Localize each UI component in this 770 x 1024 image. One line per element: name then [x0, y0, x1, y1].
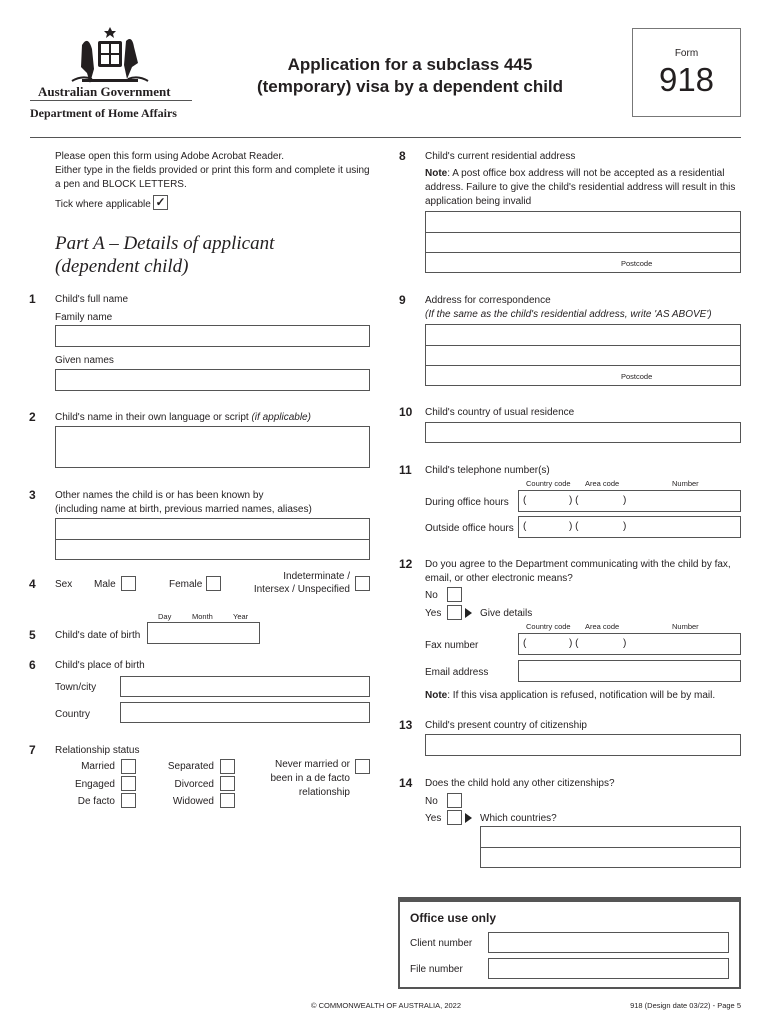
- never-married-label-3: relationship: [298, 787, 350, 798]
- q12-yes-label: Yes: [425, 608, 442, 619]
- sex-female-checkbox[interactable]: [206, 576, 221, 591]
- file-number-input[interactable]: [488, 958, 729, 979]
- q2-label-text: Child's name in their own language or script: [55, 412, 252, 423]
- widowed-checkbox[interactable]: [220, 793, 235, 808]
- example-tick-box: [153, 195, 168, 210]
- q14-yes-label: Yes: [425, 813, 442, 824]
- correspondence-postcode-label: Postcode: [621, 372, 653, 381]
- q2-label-italic: (if applicable): [251, 412, 311, 423]
- town-city-label: Town/city: [55, 682, 97, 693]
- office-hours-close-paren: ): [623, 495, 627, 506]
- correspondence-address-divider-2: [426, 365, 740, 366]
- q2-number: 2: [29, 410, 36, 424]
- town-city-input[interactable]: [120, 676, 370, 697]
- residential-address-divider-1: [426, 232, 740, 233]
- part-a-heading-line-1: Part A – Details of applicant: [55, 233, 275, 254]
- file-number-label: File number: [410, 964, 463, 975]
- divorced-label: Divorced: [174, 779, 214, 790]
- q11-area-code-header: Area code: [585, 479, 620, 488]
- q8-note-line-3: application being invalid: [425, 196, 532, 207]
- q7-number: 7: [29, 743, 36, 757]
- q14-no-checkbox[interactable]: [447, 793, 462, 808]
- outside-hours-close-paren: ): [623, 521, 627, 532]
- citizenship-input[interactable]: [425, 734, 741, 756]
- given-names-label: Given names: [55, 355, 114, 366]
- q12-area-code-header: Area code: [585, 622, 620, 631]
- outside-hours-phone-input[interactable]: [518, 516, 741, 538]
- office-hours-phone-input[interactable]: [518, 490, 741, 512]
- q1-label: Child's full name: [55, 294, 129, 305]
- q13-number: 13: [399, 718, 413, 732]
- q14-label: Does the child hold any other citizenships?: [425, 778, 615, 789]
- q14-number: 14: [399, 776, 413, 790]
- form-number: 918: [658, 61, 715, 98]
- indeterminate-label-1: Indeterminate /: [283, 571, 350, 582]
- q2-label: [55, 412, 311, 423]
- q8-note-text: : A post office box address will not be accepted as a residential: [447, 168, 725, 179]
- office-hours-open-paren: (: [523, 495, 527, 506]
- widowed-label: Widowed: [172, 796, 214, 807]
- sex-male-checkbox[interactable]: [121, 576, 136, 591]
- separated-checkbox[interactable]: [220, 759, 235, 774]
- q11-country-code-header: Country code: [526, 479, 571, 488]
- never-married-label-2: been in a de facto: [270, 773, 350, 784]
- never-married-label-1: Never married or: [274, 759, 350, 770]
- office-hours-mid-paren: ) (: [569, 495, 579, 506]
- dob-label: Child's date of birth: [55, 630, 141, 641]
- indeterminate-label-2: Intersex / Unspecified: [253, 584, 350, 595]
- defacto-label: De facto: [77, 796, 115, 807]
- q11-number: 11: [399, 463, 412, 477]
- other-citizenships-input[interactable]: [480, 826, 741, 868]
- dob-year-header: Year: [233, 612, 249, 621]
- q14-yes-checkbox[interactable]: [447, 810, 462, 825]
- native-name-input[interactable]: [55, 426, 370, 468]
- office-use-title: Office use only: [410, 911, 497, 925]
- family-name-input[interactable]: [55, 325, 370, 347]
- form-title-line-2: (temporary) visa by a dependent child: [256, 77, 564, 96]
- fax-mid-paren: ) (: [569, 638, 579, 649]
- arrow-right-icon: [465, 608, 472, 618]
- tick-instruction: Tick where applicable: [55, 199, 151, 210]
- fax-open-paren: (: [523, 638, 527, 649]
- birth-country-input[interactable]: [120, 702, 370, 723]
- dob-month-header: Month: [192, 612, 213, 621]
- engaged-checkbox[interactable]: [121, 776, 136, 791]
- sex-label: Sex: [55, 579, 73, 590]
- q13-label: Child's present country of citizenship: [425, 720, 587, 731]
- divorced-checkbox[interactable]: [220, 776, 235, 791]
- q4-number: 4: [29, 577, 36, 591]
- married-label: Married: [81, 761, 115, 772]
- q6-number: 6: [29, 658, 36, 672]
- other-names-divider: [56, 539, 369, 540]
- q12-no-checkbox[interactable]: [447, 587, 462, 602]
- separated-label: Separated: [167, 761, 214, 772]
- outside-hours-mid-paren: ) (: [569, 521, 579, 532]
- q1-number: 1: [29, 292, 36, 306]
- outside-hours-open-paren: (: [523, 521, 527, 532]
- q12-note-text: : If this visa application is refused, notification will be by mail.: [447, 690, 716, 701]
- other-names-input[interactable]: [55, 518, 370, 560]
- form-label: Form: [674, 48, 699, 59]
- intro-line-1: Please open this form using Adobe Acrobat Reader.: [55, 151, 285, 162]
- email-address-label: Email address: [425, 667, 489, 678]
- q12-number-header: Number: [672, 622, 699, 631]
- q12-no-label: No: [425, 590, 438, 601]
- q3-label: Other names the child is or has been known by: [55, 490, 264, 501]
- q12-label-2: email, or other electronic means?: [425, 573, 573, 584]
- birth-country-label: Country: [55, 709, 91, 720]
- footer-copyright: © COMMONWEALTH OF AUSTRALIA, 2022: [311, 1001, 461, 1010]
- engaged-label: Engaged: [74, 779, 115, 790]
- residential-postcode-label: Postcode: [621, 259, 653, 268]
- part-a-heading-line-2: (dependent child): [55, 256, 189, 277]
- q8-note-bold: Note: [425, 168, 448, 179]
- fax-number-input[interactable]: [518, 633, 741, 655]
- department-name: Department of Home Affairs: [30, 106, 177, 120]
- email-address-input[interactable]: [518, 660, 741, 682]
- form-title-line-1: Application for a subclass 445: [287, 55, 533, 74]
- coat-of-arms-icon: [62, 25, 158, 85]
- date-of-birth-input[interactable]: [147, 622, 260, 644]
- q11-number-header: Number: [672, 479, 699, 488]
- q11-label: Child's telephone number(s): [425, 465, 550, 476]
- q10-label: Child's country of usual residence: [425, 407, 575, 418]
- q12-note-bold: Note: [425, 690, 448, 701]
- intro-line-3: a pen and BLOCK LETTERS.: [55, 179, 187, 190]
- place-of-birth-label: Child's place of birth: [55, 660, 145, 671]
- female-label: Female: [169, 579, 203, 590]
- q8-number: 8: [399, 149, 406, 163]
- outside-hours-label: Outside office hours: [425, 523, 514, 534]
- relationship-status-label: Relationship status: [55, 745, 140, 756]
- q10-number: 10: [399, 405, 413, 419]
- q12-country-code-header: Country code: [526, 622, 571, 631]
- client-number-label: Client number: [410, 938, 473, 949]
- fax-close-paren: ): [623, 638, 627, 649]
- married-checkbox[interactable]: [121, 759, 136, 774]
- family-name-label: Family name: [55, 312, 113, 323]
- correspondence-address-divider-1: [426, 345, 740, 346]
- q3-number: 3: [29, 488, 36, 502]
- defacto-checkbox[interactable]: [121, 793, 136, 808]
- residential-address-input[interactable]: [425, 211, 741, 273]
- q12-note: [425, 690, 715, 701]
- q8-note-line-2: address. Failure to give the child's residential address will result in this: [425, 182, 736, 193]
- never-married-checkbox[interactable]: [355, 759, 370, 774]
- which-countries-label: Which countries?: [480, 813, 557, 824]
- q9-label: Address for correspondence: [425, 295, 551, 306]
- government-name: Australian Government: [38, 84, 171, 99]
- q3-sublabel: (including name at birth, previous married names, aliases): [55, 504, 312, 515]
- correspondence-address-input[interactable]: [425, 324, 741, 386]
- client-number-input[interactable]: [488, 932, 729, 953]
- q9-sublabel: (If the same as the child's residential address, write 'AS ABOVE'): [425, 309, 712, 320]
- dob-day-header: Day: [158, 612, 172, 621]
- q8-label: Child's current residential address: [425, 151, 576, 162]
- arrow-right-icon: [465, 813, 472, 823]
- residential-address-divider-2: [426, 252, 740, 253]
- q12-number: 12: [399, 557, 413, 571]
- intro-line-2: Either type in the fields provided or print this form and complete it using: [55, 165, 370, 176]
- give-details-label: Give details: [480, 608, 533, 619]
- usual-residence-input[interactable]: [425, 422, 741, 443]
- q12-label-1: Do you agree to the Department communicating with the child by fax,: [425, 559, 731, 570]
- other-citizenships-divider: [481, 847, 740, 848]
- form-number-box: [632, 28, 741, 117]
- header-rule: [30, 137, 741, 138]
- q5-number: 5: [29, 628, 36, 642]
- office-hours-label: During office hours: [425, 497, 509, 508]
- q12-yes-checkbox[interactable]: [447, 605, 462, 620]
- q14-no-label: No: [425, 796, 438, 807]
- q9-number: 9: [399, 293, 406, 307]
- male-label: Male: [94, 579, 116, 590]
- fax-number-label: Fax number: [425, 640, 479, 651]
- header-rule-short: [30, 100, 192, 101]
- q8-note-line-1: [425, 168, 724, 179]
- given-names-input[interactable]: [55, 369, 370, 391]
- footer-page: 918 (Design date 03/22) - Page 5: [630, 1001, 741, 1010]
- check-icon: ✓: [155, 195, 166, 209]
- office-use-panel: [398, 897, 741, 989]
- sex-indeterminate-checkbox[interactable]: [355, 576, 370, 591]
